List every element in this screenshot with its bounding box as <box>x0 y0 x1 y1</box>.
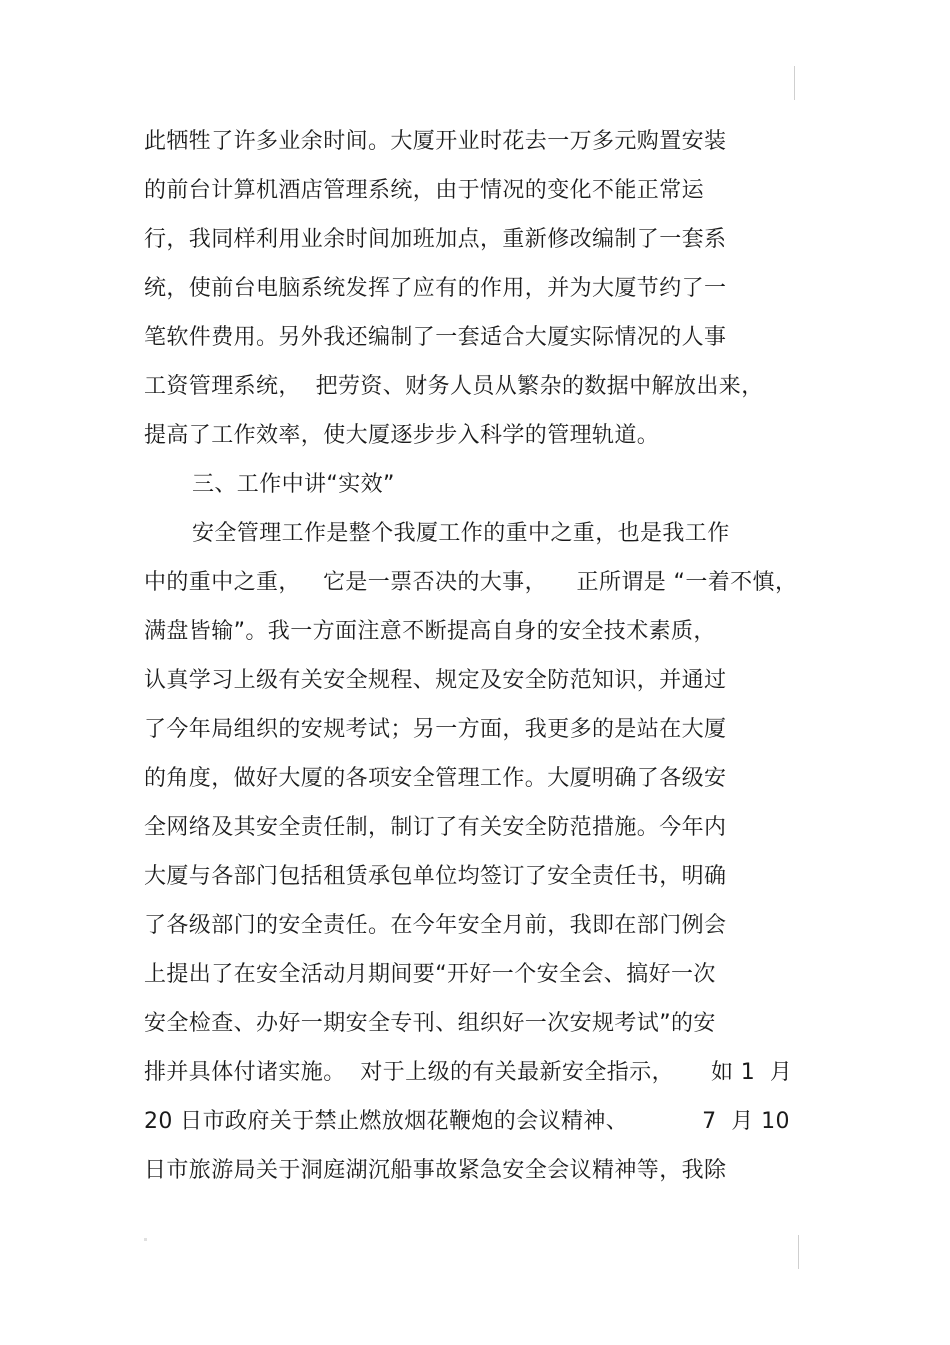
text-line-16: 大厦与各部门包括租赁承包单位均签订了安全责任书，明确 <box>144 864 727 889</box>
page-corner-mark <box>144 1238 147 1241</box>
text-line-7: 提高了工作效率，使大厦逐步步入科学的管理轨道。 <box>144 423 660 448</box>
page-edge-mark-top <box>794 66 795 100</box>
text-line-15: 全网络及其安全责任制，制订了有关安全防范措施。今年内 <box>144 815 727 840</box>
text-line-19: 安全检查、办好一期安全专刊、组织好一次安规考试”的安 <box>144 1011 716 1036</box>
section-heading: 三、工作中讲“实效” <box>192 472 395 497</box>
text-line-3: 行，我同样利用业余时间加班加点，重新修改编制了一套系 <box>144 227 727 252</box>
text-line-20: 排并具体付诸实施。 对于上级的有关最新安全指示， 如 1 月 <box>144 1060 793 1085</box>
text-line-5: 笔软件费用。另外我还编制了一套适合大厦实际情况的人事 <box>144 325 727 350</box>
text-line-13: 了今年局组织的安规考试；另一方面，我更多的是站在大厦 <box>144 717 727 742</box>
text-line-12: 认真学习上级有关安全规程、规定及安全防范知识，并通过 <box>144 668 727 693</box>
text-line-22: 日市旅游局关于洞庭湖沉船事故紧急安全会议精神等，我除 <box>144 1158 727 1183</box>
page-edge-mark-bottom <box>798 1235 799 1269</box>
text-line-4: 统，使前台电脑系统发挥了应有的作用，并为大厦节约了一 <box>144 276 727 301</box>
text-line-2: 的前台计算机酒店管理系统，由于情况的变化不能正常运 <box>144 178 705 203</box>
text-line-6: 工资管理系统， 把劳资、财务人员从繁杂的数据中解放出来， <box>144 374 764 399</box>
text-line-11: 满盘皆输”。我一方面注意不断提高自身的安全技术素质， <box>144 619 716 644</box>
text-line-1: 此牺牲了许多业余时间。大厦开业时花去一万多元购置安装 <box>144 129 727 154</box>
text-line-10: 中的重中之重， 它是一票否决的大事， 正所谓是 “一着不慎， <box>144 570 798 595</box>
text-line-21: 20 日市政府关于禁止燃放烟花鞭炮的会议精神、 7 月 10 <box>144 1109 790 1134</box>
text-line-17: 了各级部门的安全责任。在今年安全月前，我即在部门例会 <box>144 913 727 938</box>
text-line-14: 的角度，做好大厦的各项安全管理工作。大厦明确了各级安 <box>144 766 727 791</box>
text-line-18: 上提出了在安全活动月期间要“开好一个安全会、搞好一次 <box>144 962 716 987</box>
text-line-9: 安全管理工作是整个我厦工作的重中之重，也是我工作 <box>192 521 730 546</box>
